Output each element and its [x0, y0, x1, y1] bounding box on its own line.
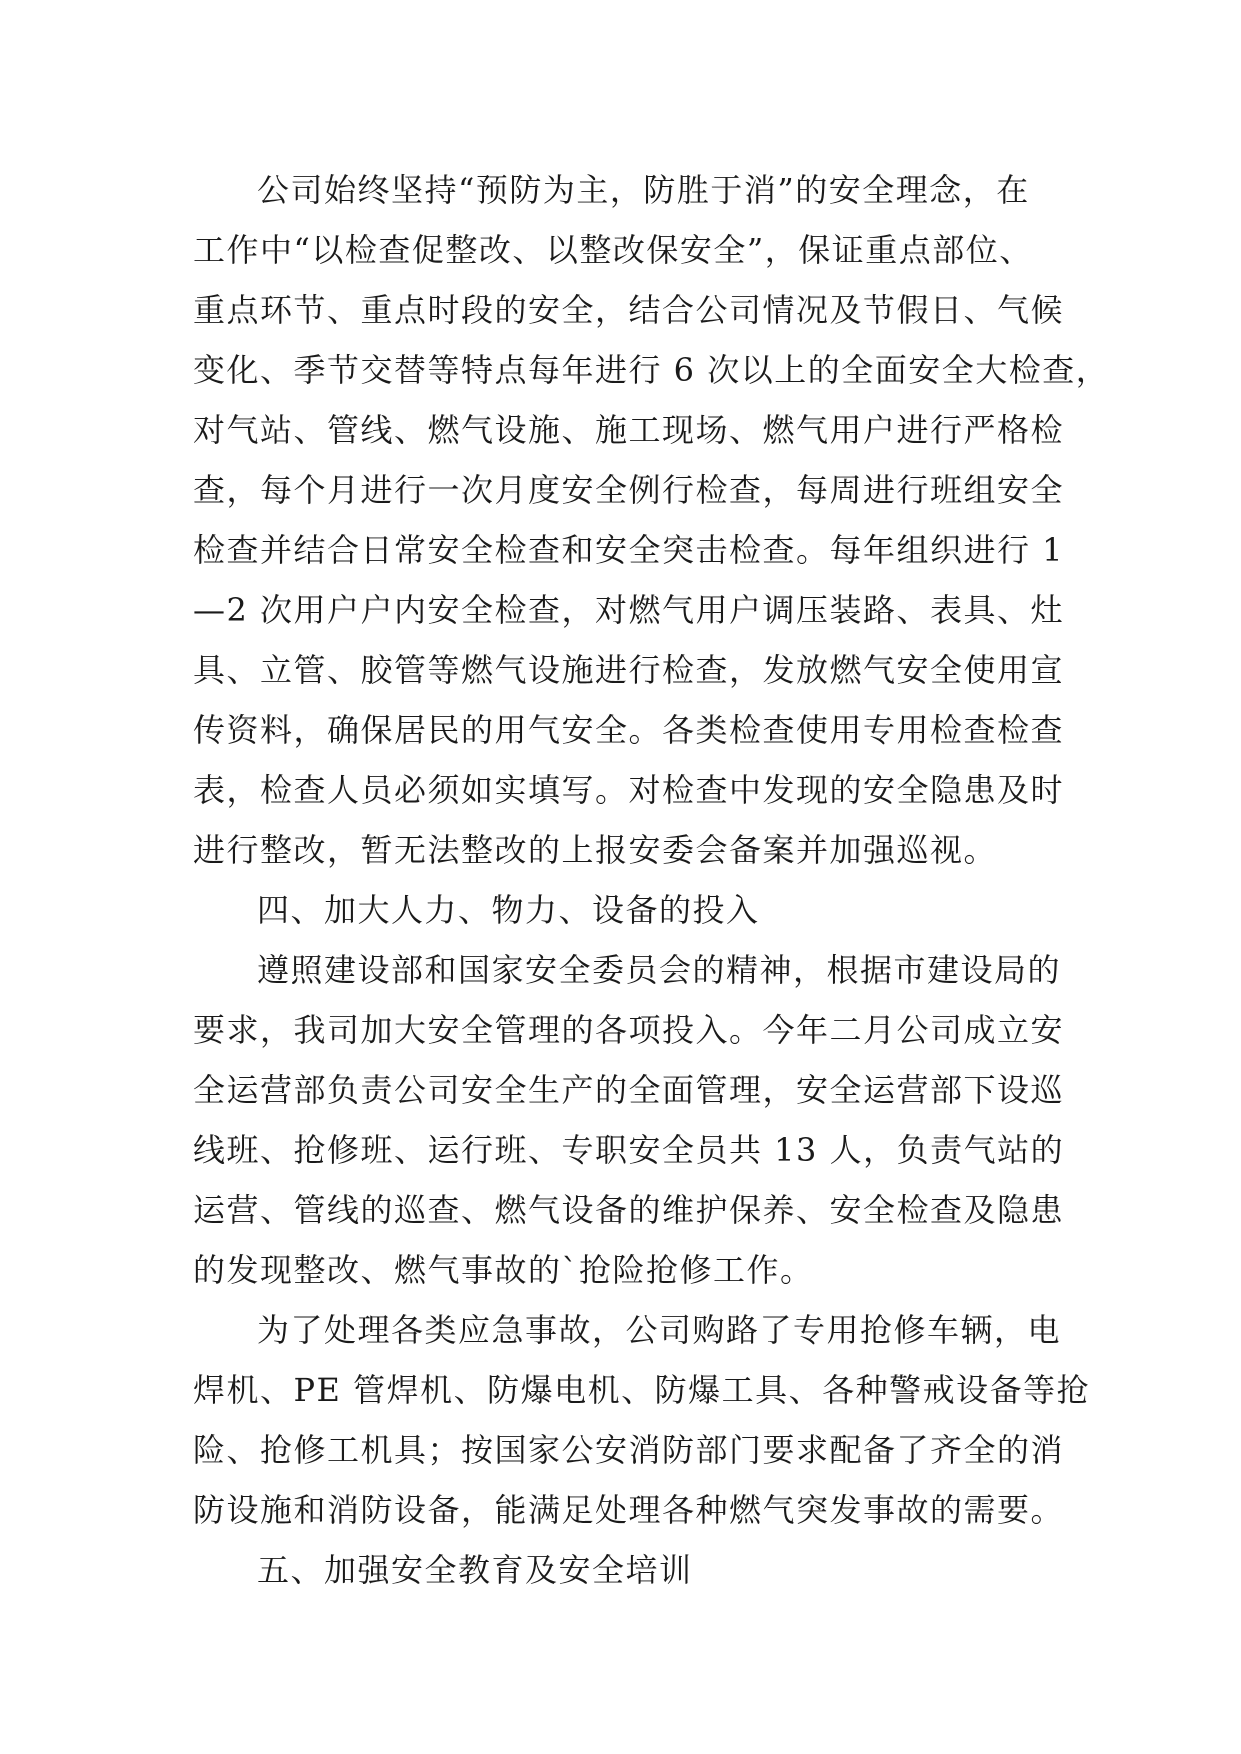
paragraph-line: 传资料，确保居民的用气安全。各类检查使用专用检查检查	[193, 711, 1065, 749]
paragraph-line: 变化、季节交替等特点每年进行 6 次以上的全面安全大检查，	[193, 351, 1110, 389]
paragraph-line: 具、立管、胶管等燃气设施进行检查，发放燃气安全使用宣	[193, 651, 1065, 689]
paragraph-line: 查，每个月进行一次月度安全例行检查，每周进行班组安全	[193, 471, 1065, 509]
paragraph-line: 为了处理各类应急事故，公司购路了专用抢修车辆，电	[257, 1311, 1062, 1349]
paragraph-line: 防设施和消防设备，能满足处理各种燃气突发事故的需要。	[193, 1491, 1065, 1529]
paragraph-line: 的发现整改、燃气事故的`抢险抢修工作。	[193, 1251, 814, 1289]
paragraph-line: —2 次用户户内安全检查，对燃气用户调压装路、表具、灶	[193, 591, 1065, 629]
paragraph-line: 表，检查人员必须如实填写。对检查中发现的安全隐患及时	[193, 771, 1065, 809]
paragraph-line: 险、抢修工机具；按国家公安消防部门要求配备了齐全的消	[193, 1431, 1065, 1469]
paragraph-line: 对气站、管线、燃气设施、施工现场、燃气用户进行严格检	[193, 411, 1065, 449]
paragraph-line: 遵照建设部和国家安全委员会的精神，根据市建设局的	[257, 951, 1062, 989]
section-heading-five: 五、加强安全教育及安全培训	[257, 1551, 693, 1589]
paragraph-line: 重点环节、重点时段的安全，结合公司情况及节假日、气候	[193, 291, 1065, 329]
paragraph-line: 线班、抢修班、运行班、专职安全员共 13 人，负责气站的	[193, 1131, 1065, 1169]
paragraph-line: 运营、管线的巡查、燃气设备的维护保养、安全检查及隐患	[193, 1191, 1065, 1229]
paragraph-line: 公司始终坚持“预防为主，防胜于消”的安全理念，在	[257, 171, 1030, 209]
paragraph-line: 进行整改，暂无法整改的上报安委会备案并加强巡视。	[193, 831, 998, 869]
paragraph-line: 工作中“以检查促整改、以整改保安全”，保证重点部位、	[193, 231, 1033, 269]
document-body	[193, 160, 1110, 1600]
paragraph-line: 检查并结合日常安全检查和安全突击检查。每年组织进行 1	[193, 531, 1065, 569]
section-heading-four: 四、加大人力、物力、设备的投入	[257, 891, 760, 929]
paragraph-line: 要求，我司加大安全管理的各项投入。今年二月公司成立安	[193, 1011, 1065, 1049]
paragraph-line: 焊机、PE 管焊机、防爆电机、防爆工具、各种警戒设备等抢	[193, 1371, 1091, 1409]
paragraph-line: 全运营部负责公司安全生产的全面管理，安全运营部下设巡	[193, 1071, 1065, 1109]
